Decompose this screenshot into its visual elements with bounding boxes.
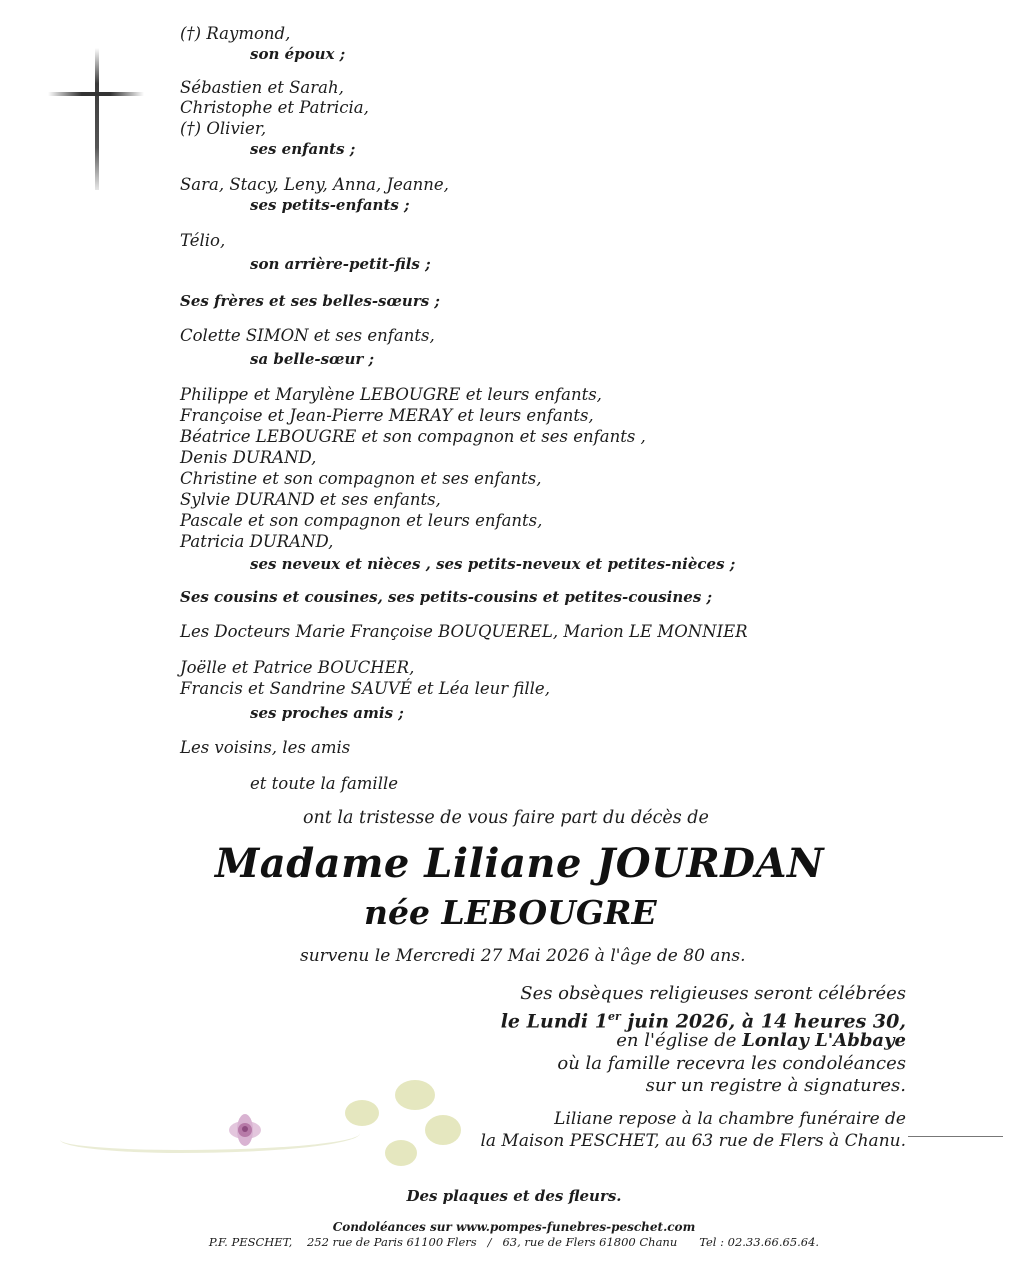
family-line: (†) Raymond, <box>180 24 291 43</box>
announcement-intro: ont la tristesse de vous faire part du décès de <box>303 808 709 828</box>
divider <box>908 1136 1003 1137</box>
condolences-link[interactable]: Condoléances sur www.pompes-funebres-peschet.com <box>332 1220 696 1234</box>
cross-icon <box>95 48 99 190</box>
family-line: et toute la famille <box>250 774 399 793</box>
orchid-stem <box>60 1120 360 1153</box>
funeral-line: sur un registre à signatures. <box>645 1075 906 1096</box>
orchid-bud <box>345 1100 379 1126</box>
company-phone: Tel : 02.33.66.65.64. <box>699 1235 820 1249</box>
funeral-place-pre: en l'église de <box>616 1030 743 1051</box>
relation-label: ses enfants ; <box>250 140 356 158</box>
relation-label: ses petits-enfants ; <box>250 196 410 214</box>
family-line: (†) Olivier, <box>180 119 267 138</box>
relation-label: sa belle-sœur ; <box>250 350 375 368</box>
family-line: Sylvie DURAND et ses enfants, <box>180 490 441 509</box>
funeral-place: Lonlay L'Abbaye <box>742 1030 906 1051</box>
family-line: Philippe et Marylène LEBOUGRE et leurs enfants, <box>180 385 602 404</box>
family-line: Patricia DURAND, <box>180 532 334 551</box>
family-line: Joëlle et Patrice BOUCHER, <box>180 658 415 677</box>
relation-label: Ses cousins et cousines, ses petits-cousins et petites-cousines ; <box>180 588 713 606</box>
funeral-date-post: juin 2026, à 14 heures 30, <box>620 1010 906 1033</box>
company-name: P.F. PESCHET, <box>208 1235 293 1249</box>
family-line: Sara, Stacy, Leny, Anna, Jeanne, <box>180 175 449 194</box>
rest-line: la Maison PESCHET, au 63 rue de Flers à Chanu. <box>480 1131 906 1151</box>
funeral-date-pre: le Lundi 1 <box>500 1010 608 1033</box>
funeral-line: où la famille recevra les condoléances <box>557 1053 906 1074</box>
orchid-bud <box>425 1115 461 1145</box>
flowers-note: Des plaques et des fleurs. <box>406 1187 622 1205</box>
family-line: Francis et Sandrine SAUVÉ et Léa leur fille, <box>180 679 550 698</box>
orchid-bud <box>395 1080 435 1110</box>
company-address-1: 252 rue de Paris 61100 Flers <box>306 1235 477 1249</box>
family-line: Télio, <box>180 231 226 250</box>
orchid-bud <box>385 1140 417 1166</box>
funeral-date-sup: er <box>607 1010 621 1023</box>
death-date: survenu le Mercredi 27 Mai 2026 à l'âge de 80 ans. <box>300 946 746 966</box>
family-line: Françoise et Jean-Pierre MERAY et leurs enfants, <box>180 406 594 425</box>
maiden-name: née LEBOUGRE <box>364 893 657 932</box>
family-line: Colette SIMON et ses enfants, <box>180 326 435 345</box>
orchid-flower-icon <box>215 1105 275 1155</box>
family-line: Sébastien et Sarah, <box>180 78 344 97</box>
family-line: Christine et son compagnon et ses enfants, <box>180 469 542 488</box>
rest-line: Liliane repose à la chambre funéraire de <box>554 1109 906 1129</box>
relation-label: son arrière-petit-fils ; <box>250 255 431 273</box>
funeral-line: Ses obsèques religieuses seront célébrées <box>520 983 906 1004</box>
family-line: Les voisins, les amis <box>180 738 351 757</box>
relation-label: Ses frères et ses belles-sœurs ; <box>180 292 440 310</box>
address-separator: / <box>487 1235 492 1249</box>
funeral-place-line <box>616 1029 906 1052</box>
family-line: Denis DURAND, <box>180 448 317 467</box>
deceased-name: Madame Liliane JOURDAN <box>215 840 825 887</box>
company-address-2: 63, rue de Flers 61800 Chanu <box>502 1235 678 1249</box>
orchid-decoration <box>60 1060 520 1190</box>
relation-label: son époux ; <box>250 45 346 63</box>
family-line: Béatrice LEBOUGRE et son compagnon et ses enfants , <box>180 427 646 446</box>
relation-label: ses proches amis ; <box>250 704 404 722</box>
company-info <box>0 1235 1028 1249</box>
cross-icon-bar <box>48 92 144 96</box>
relation-label: ses neveux et nièces , ses petits-neveux et petites-nièces ; <box>250 555 736 573</box>
family-line: Les Docteurs Marie Françoise BOUQUEREL, Marion LE MONNIER <box>180 622 748 641</box>
family-line: Christophe et Patricia, <box>180 98 369 117</box>
family-line: Pascale et son compagnon et leurs enfants, <box>180 511 543 530</box>
